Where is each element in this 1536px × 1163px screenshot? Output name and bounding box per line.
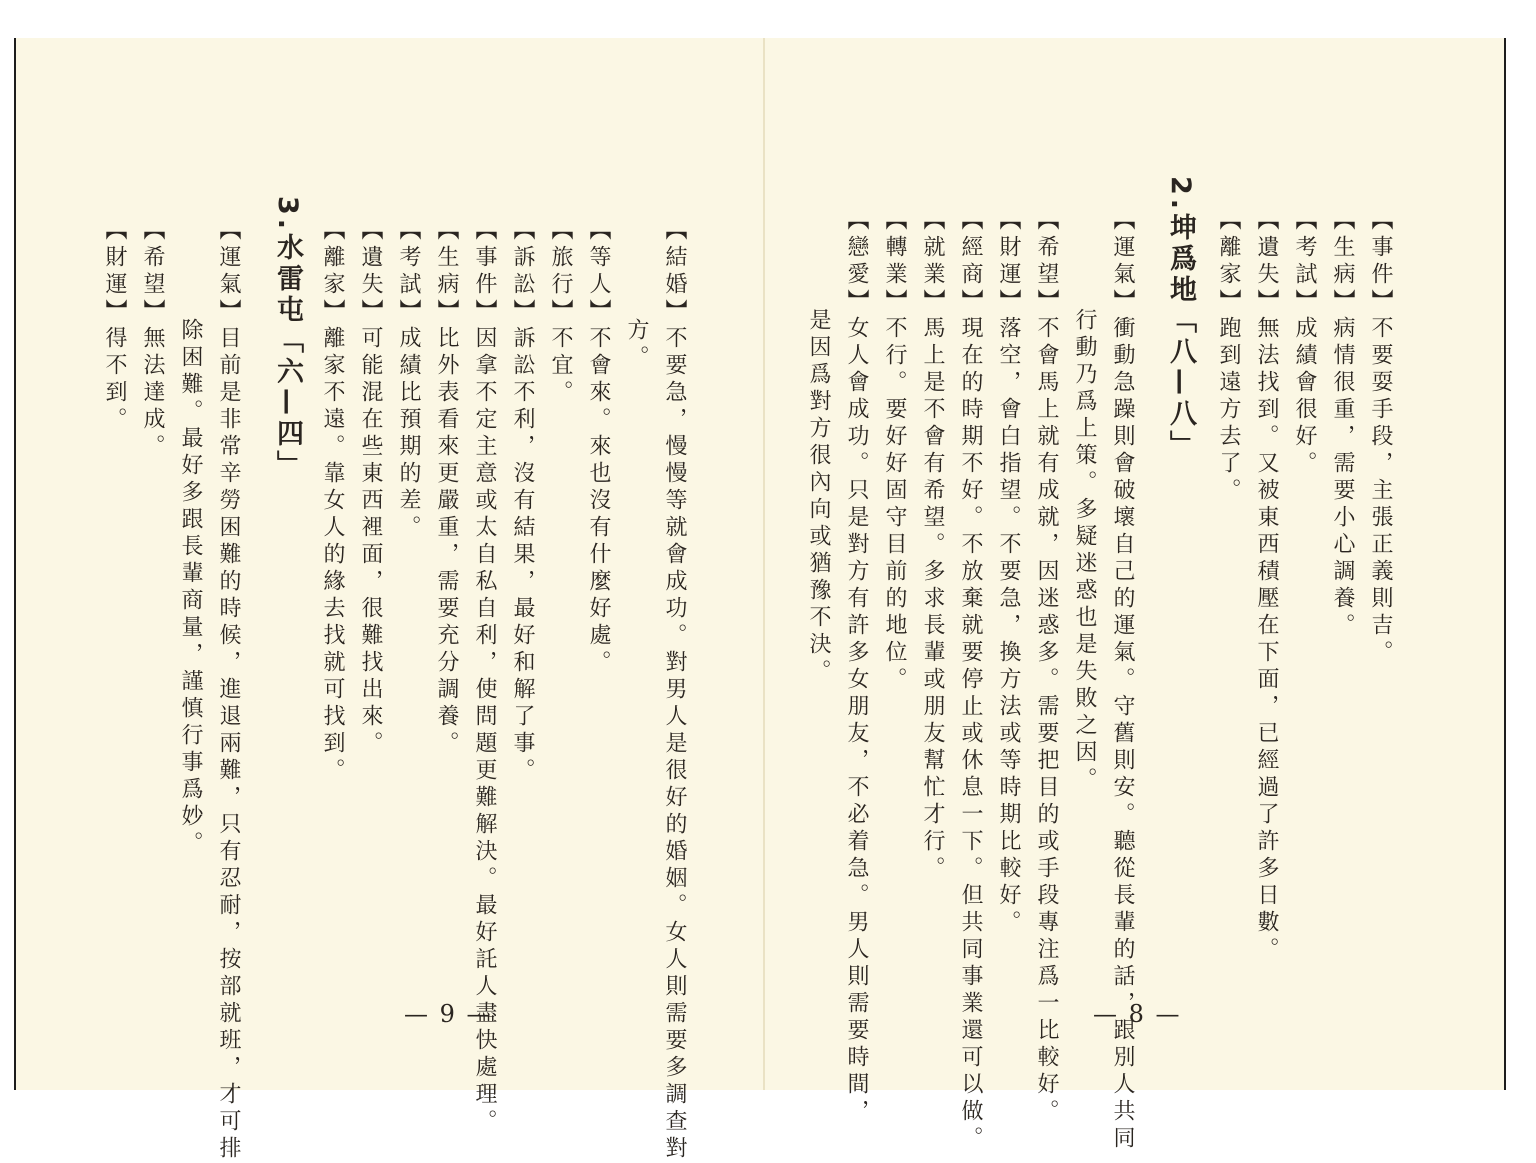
entry-hope: 【希望】不會馬上就有成就，因迷惑多。需要把目的或手段專注爲一比較好。 xyxy=(1034,208,1059,1126)
entry-lost: 【遺失】無法找到。又被東西積壓在下面，已經過了許多日數。 xyxy=(1254,208,1279,964)
entry-wealth: 【財運】落空，會白指望。不要急，換方法或等時期比較好。 xyxy=(996,208,1021,937)
entry-business: 【經商】現在的時期不好。不放棄就要停止或休息一下。但共同事業還可以做。 xyxy=(958,208,983,1153)
entry-employment: 【就業】馬上是不會有希望。多求長輩或朋友幫忙才行。 xyxy=(920,208,945,883)
entry-fortune-cont: 除困難。最好多跟長輩商量，謹慎行事爲妙。 xyxy=(178,318,203,858)
section-title-2: 2.坤爲地「八—八」 xyxy=(1165,176,1196,462)
entry-hope: 【希望】無法達成。 xyxy=(140,218,165,461)
page-number: — 8 — xyxy=(1093,1000,1182,1028)
entry-job-change: 【轉業】不行。要好好固守目前的地位。 xyxy=(882,208,907,694)
page-8 xyxy=(765,38,1504,1153)
page-number: — 9 — xyxy=(404,1000,493,1028)
entry-exam: 【考試】成績比預期的差。 xyxy=(396,218,421,542)
entry-fortune-cont: 行動乃爲上策。多疑迷惑也是失敗之因。 xyxy=(1072,308,1097,794)
entry-travel: 【旅行】不宜。 xyxy=(548,218,573,407)
entry-illness: 【生病】比外表看來更嚴重，需要充分調養。 xyxy=(434,218,459,758)
entry-love-cont: 是因爲對方很內向或猶豫不決。 xyxy=(806,308,831,686)
entry-love: 【戀愛】女人會成功。只是對方有許多女朋友，不必着急。男人則需要時間， xyxy=(844,208,869,1126)
entry-waiting: 【等人】不會來。來也沒有什麼好處。 xyxy=(586,218,611,677)
entry-illness: 【生病】病情很重，需要小心調養。 xyxy=(1330,208,1355,640)
page-9 xyxy=(16,38,763,1163)
entry-marriage: 【結婚】不要急，慢慢等就會成功。對男人是很好的婚姻。女人則需要多調查對 xyxy=(662,218,687,1163)
entry-affairs: 【事件】因拿不定主意或太自私自利，使問題更難解決。最好託人盡快處理。 xyxy=(472,218,497,1136)
entry-fortune: 【運氣】衝動急躁則會破壞自己的運氣。守舊則安。聽從長輩的話，跟別人共同 xyxy=(1110,208,1135,1153)
entry-leave-home: 【離家】跑到遠方去了。 xyxy=(1216,208,1241,505)
entry-lost: 【遺失】可能混在些東西裡面，很難找出來。 xyxy=(358,218,383,758)
entry-exam: 【考試】成績會很好。 xyxy=(1292,208,1317,478)
entry-leave-home: 【離家】離家不遠。靠女人的緣去找就可找到。 xyxy=(320,218,345,785)
entry-lawsuit: 【訴訟】訴訟不利，沒有結果，最好和解了事。 xyxy=(510,218,535,785)
entry-fortune: 【運氣】目前是非常辛勞困難的時候，進退兩難，只有忍耐，按部就班，才可排 xyxy=(216,218,241,1163)
entry-affairs: 【事件】不要耍手段，主張正義則吉。 xyxy=(1368,208,1393,667)
section-title-3: 3.水雷屯「六—四」 xyxy=(272,196,303,482)
entry-wealth: 【財運】得不到。 xyxy=(102,218,127,434)
entry-marriage-cont: 方。 xyxy=(624,318,649,372)
